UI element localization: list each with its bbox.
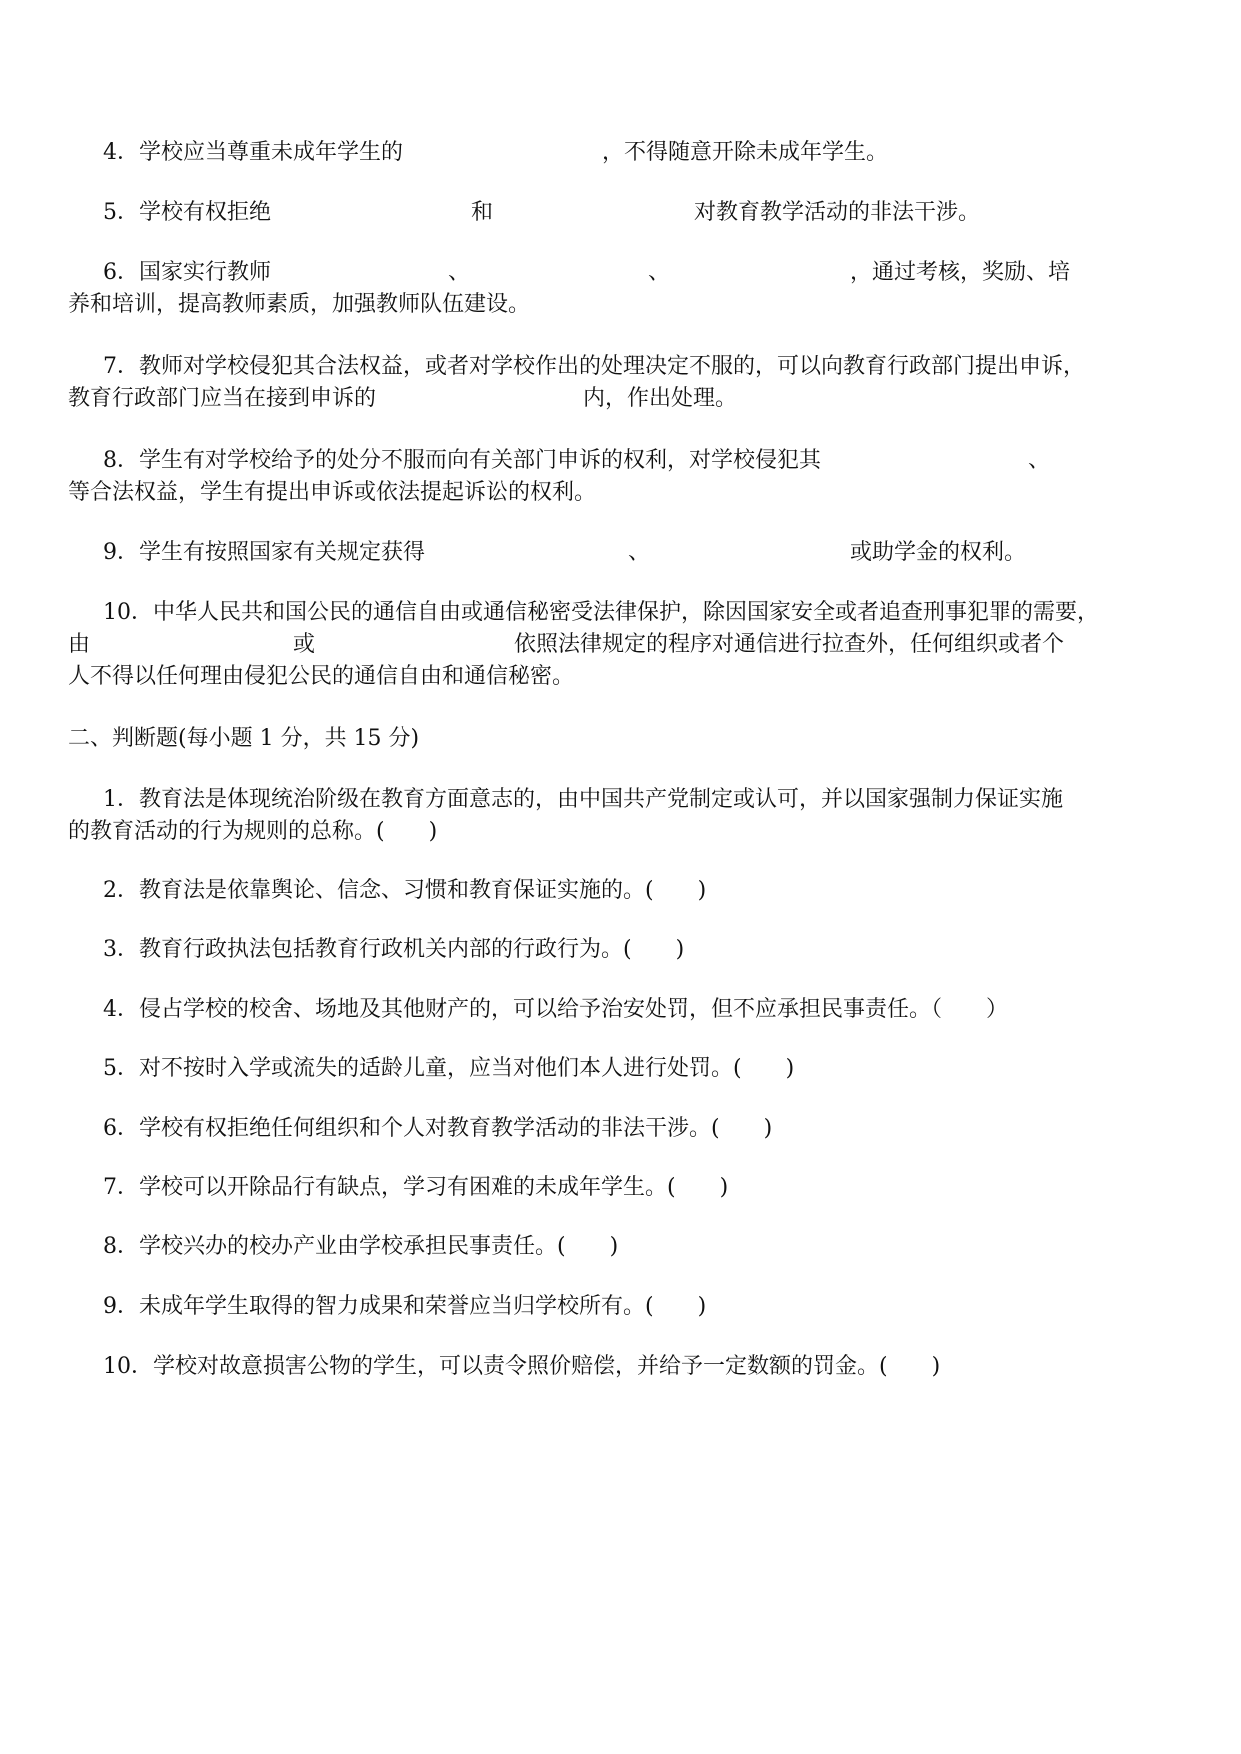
- judge-item-1-line2: 的教育活动的行为规则的总称。( ): [68, 819, 438, 844]
- fill-q8-part2: 等合法权益，学生有提出申诉或依法提起诉讼的权利。: [68, 480, 597, 505]
- fill-q5-part1: 5．学校有权拒绝: [103, 200, 271, 225]
- judge-item-4: 4．侵占学校的校舍、场地及其他财产的，可以给予治安处罚，但不应承担民事责任。（ ）: [103, 997, 1009, 1022]
- judge-item-7: 7．学校可以开除品行有缺点，学习有困难的未成年学生。( ): [103, 1175, 729, 1200]
- judge-item-5: 5．对不按时入学或流失的适龄儿童，应当对他们本人进行处罚。( ): [103, 1056, 795, 1081]
- fill-q4-part2: ，不得随意开除未成年学生。: [602, 140, 889, 165]
- fill-q5-part2: 和: [471, 200, 494, 225]
- judge-item-9: 9．未成年学生取得的智力成果和荣誉应当归学校所有。( ): [103, 1294, 707, 1319]
- fill-q7-part3: 内，作出处理。: [583, 386, 738, 411]
- fill-q6-sep1: 、: [448, 260, 471, 285]
- fill-q10-part3: 或: [293, 632, 316, 657]
- judge-item-2: 2．教育法是依靠舆论、信念、习惯和教育保证实施的。( ): [103, 878, 707, 903]
- fill-q9-part2: 或助学金的权利。: [850, 540, 1027, 565]
- fill-q8-sep: 、: [1028, 448, 1051, 473]
- fill-q8-part1: 8．学生有对学校给予的处分不服而向有关部门申诉的权利，对学校侵犯其: [103, 448, 821, 473]
- fill-q7-part2: 教育行政部门应当在接到申诉的: [68, 386, 377, 411]
- fill-q10-part1: 10．中华人民共和国公民的通信自由或通信秘密受法律保护，除因国家安全或者追查刑事犯罪的需要，: [103, 600, 1099, 625]
- fill-q7-part1: 7．教师对学校侵犯其合法权益，或者对学校作出的处理决定不服的，可以向教育行政部门提出申诉，: [103, 354, 1086, 379]
- judge-item-1-line1: 1．教育法是体现统治阶级在教育方面意志的，由中国共产党制定或认可，并以国家强制力保证实施: [103, 787, 1064, 812]
- judge-item-10: 10．学校对故意损害公物的学生，可以责令照价赔偿，并给予一定数额的罚金。( ): [103, 1354, 941, 1379]
- fill-q4-part1: 4．学校应当尊重未成年学生的: [103, 140, 403, 165]
- fill-q6-part3: 养和培训，提高教师素质，加强教师队伍建设。: [68, 292, 531, 317]
- fill-q6-sep2: 、: [648, 260, 671, 285]
- judge-item-8: 8．学校兴办的校办产业由学校承担民事责任。( ): [103, 1234, 619, 1259]
- fill-q10-part5: 人不得以任何理由侵犯公民的通信自由和通信秘密。: [68, 664, 575, 689]
- fill-q9-part1: 9．学生有按照国家有关规定获得: [103, 540, 425, 565]
- fill-q10-part4: 依照法律规定的程序对通信进行拉查外，任何组织或者个: [514, 632, 1065, 657]
- fill-q5-part3: 对教育教学活动的非法干涉。: [694, 200, 981, 225]
- fill-q10-part2: 由: [68, 632, 91, 657]
- section-2-title: 二、判断题(每小题 1 分，共 15 分): [68, 726, 420, 751]
- judge-item-3: 3．教育行政执法包括教育行政机关内部的行政行为。( ): [103, 937, 685, 962]
- fill-q6-part1: 6．国家实行教师: [103, 260, 271, 285]
- fill-q6-part2: ，通过考核，奖励、培: [850, 260, 1071, 285]
- fill-q9-sep: 、: [628, 540, 651, 565]
- judge-item-6: 6．学校有权拒绝任何组织和个人对教育教学活动的非法干涉。( ): [103, 1116, 773, 1141]
